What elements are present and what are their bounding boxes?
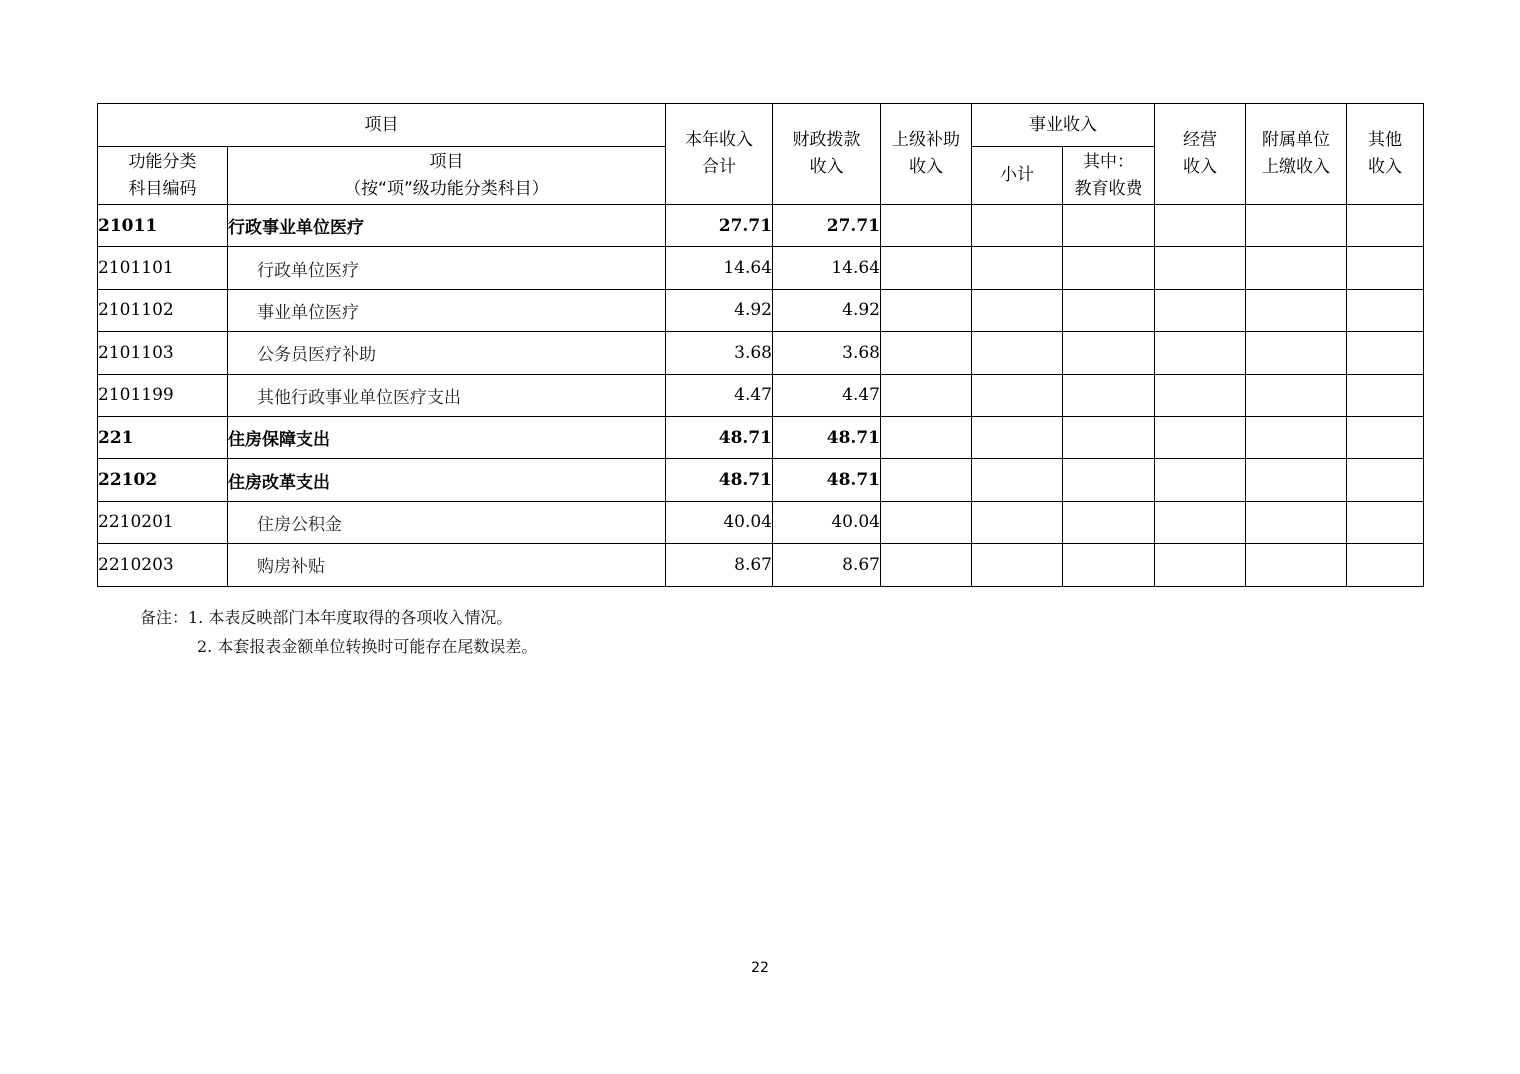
- row-fiscal: 40.04: [773, 501, 881, 543]
- row-affiliate: [1246, 247, 1347, 289]
- row-name: 行政事业单位医疗: [228, 205, 666, 247]
- row-fiscal: 48.71: [773, 416, 881, 458]
- row-total: 3.68: [666, 332, 773, 374]
- header-subtotal: 小计: [972, 147, 1063, 205]
- row-total: 48.71: [666, 459, 773, 501]
- header-project-group: 项目: [98, 104, 666, 147]
- row-operating: [1155, 459, 1246, 501]
- row-code: 21011: [98, 205, 228, 247]
- row-affiliate: [1246, 374, 1347, 416]
- header-fiscal: 财政拨款 收入: [773, 104, 881, 205]
- table-row: [98, 289, 1424, 331]
- row-subtotal: [972, 205, 1063, 247]
- row-other: [1347, 289, 1424, 331]
- row-subtotal: [972, 501, 1063, 543]
- row-subsidy: [881, 374, 972, 416]
- row-edu: [1063, 332, 1155, 374]
- row-fiscal: 14.64: [773, 247, 881, 289]
- table-row: [98, 205, 1424, 247]
- row-edu: [1063, 374, 1155, 416]
- note-1: 备注：1. 本表反映部门本年度取得的各项收入情况。: [140, 608, 513, 627]
- row-edu: [1063, 416, 1155, 458]
- table-row: [98, 416, 1424, 458]
- row-affiliate: [1246, 416, 1347, 458]
- row-total: 27.71: [666, 205, 773, 247]
- row-affiliate: [1246, 501, 1347, 543]
- header-subsidy: 上级补助 收入: [881, 104, 972, 205]
- row-subsidy: [881, 416, 972, 458]
- row-other: [1347, 416, 1424, 458]
- table-header: [98, 104, 1424, 205]
- row-subtotal: [972, 416, 1063, 458]
- row-total: 4.92: [666, 289, 773, 331]
- row-subtotal: [972, 459, 1063, 501]
- row-subtotal: [972, 374, 1063, 416]
- table-row: [98, 459, 1424, 501]
- row-name: 行政单位医疗: [228, 247, 666, 289]
- row-operating: [1155, 501, 1246, 543]
- header-item: 项目 （按“项”级功能分类科目）: [228, 147, 666, 205]
- row-fiscal: 48.71: [773, 459, 881, 501]
- row-name: 其他行政事业单位医疗支出: [228, 374, 666, 416]
- row-operating: [1155, 416, 1246, 458]
- row-subsidy: [881, 544, 972, 586]
- row-subsidy: [881, 332, 972, 374]
- income-table: [97, 103, 1424, 587]
- page-number: 22: [751, 960, 769, 976]
- row-other: [1347, 332, 1424, 374]
- row-subtotal: [972, 289, 1063, 331]
- note-2: 2. 本套报表金额单位转换时可能存在尾数误差。: [197, 637, 538, 656]
- row-affiliate: [1246, 544, 1347, 586]
- row-subtotal: [972, 544, 1063, 586]
- row-edu: [1063, 205, 1155, 247]
- row-subtotal: [972, 247, 1063, 289]
- row-total: 14.64: [666, 247, 773, 289]
- row-fiscal: 27.71: [773, 205, 881, 247]
- row-name: 住房改革支出: [228, 459, 666, 501]
- row-code: 2101103: [98, 332, 228, 374]
- row-code: 2210201: [98, 501, 228, 543]
- row-fiscal: 4.47: [773, 374, 881, 416]
- row-total: 8.67: [666, 544, 773, 586]
- row-total: 4.47: [666, 374, 773, 416]
- row-other: [1347, 374, 1424, 416]
- row-affiliate: [1246, 332, 1347, 374]
- row-edu: [1063, 289, 1155, 331]
- row-subtotal: [972, 332, 1063, 374]
- row-subsidy: [881, 501, 972, 543]
- row-affiliate: [1246, 205, 1347, 247]
- header-operating: 经营 收入: [1155, 104, 1246, 205]
- row-edu: [1063, 544, 1155, 586]
- row-subsidy: [881, 205, 972, 247]
- header-total: 本年收入 合计: [666, 104, 773, 205]
- table-row: [98, 332, 1424, 374]
- table-body: [98, 205, 1424, 587]
- row-subsidy: [881, 289, 972, 331]
- row-edu: [1063, 247, 1155, 289]
- row-operating: [1155, 374, 1246, 416]
- table-row: [98, 501, 1424, 543]
- header-affiliate: 附属单位 上缴收入: [1246, 104, 1347, 205]
- table-row: [98, 374, 1424, 416]
- row-name: 购房补贴: [228, 544, 666, 586]
- row-name: 公务员医疗补助: [228, 332, 666, 374]
- row-fiscal: 3.68: [773, 332, 881, 374]
- row-total: 48.71: [666, 416, 773, 458]
- row-edu: [1063, 501, 1155, 543]
- row-operating: [1155, 544, 1246, 586]
- row-name: 住房保障支出: [228, 416, 666, 458]
- row-code: 2101199: [98, 374, 228, 416]
- row-edu: [1063, 459, 1155, 501]
- row-code: 2101102: [98, 289, 228, 331]
- row-fiscal: 4.92: [773, 289, 881, 331]
- row-other: [1347, 459, 1424, 501]
- row-code: 2210203: [98, 544, 228, 586]
- row-subsidy: [881, 247, 972, 289]
- header-other: 其他 收入: [1347, 104, 1424, 205]
- row-name: 住房公积金: [228, 501, 666, 543]
- header-edu: 其中： 教育收费: [1063, 147, 1155, 205]
- table-notes: [140, 603, 537, 661]
- header-business-group: 事业收入: [972, 104, 1155, 147]
- row-affiliate: [1246, 289, 1347, 331]
- row-code: 2101101: [98, 247, 228, 289]
- row-code: 221: [98, 416, 228, 458]
- row-subsidy: [881, 459, 972, 501]
- table-row: [98, 247, 1424, 289]
- row-total: 40.04: [666, 501, 773, 543]
- row-operating: [1155, 247, 1246, 289]
- row-operating: [1155, 205, 1246, 247]
- row-fiscal: 8.67: [773, 544, 881, 586]
- row-operating: [1155, 332, 1246, 374]
- row-name: 事业单位医疗: [228, 289, 666, 331]
- row-affiliate: [1246, 459, 1347, 501]
- table-row: [98, 544, 1424, 586]
- row-other: [1347, 205, 1424, 247]
- row-operating: [1155, 289, 1246, 331]
- row-code: 22102: [98, 459, 228, 501]
- row-other: [1347, 544, 1424, 586]
- row-other: [1347, 247, 1424, 289]
- header-func-code: 功能分类 科目编码: [98, 147, 228, 205]
- row-other: [1347, 501, 1424, 543]
